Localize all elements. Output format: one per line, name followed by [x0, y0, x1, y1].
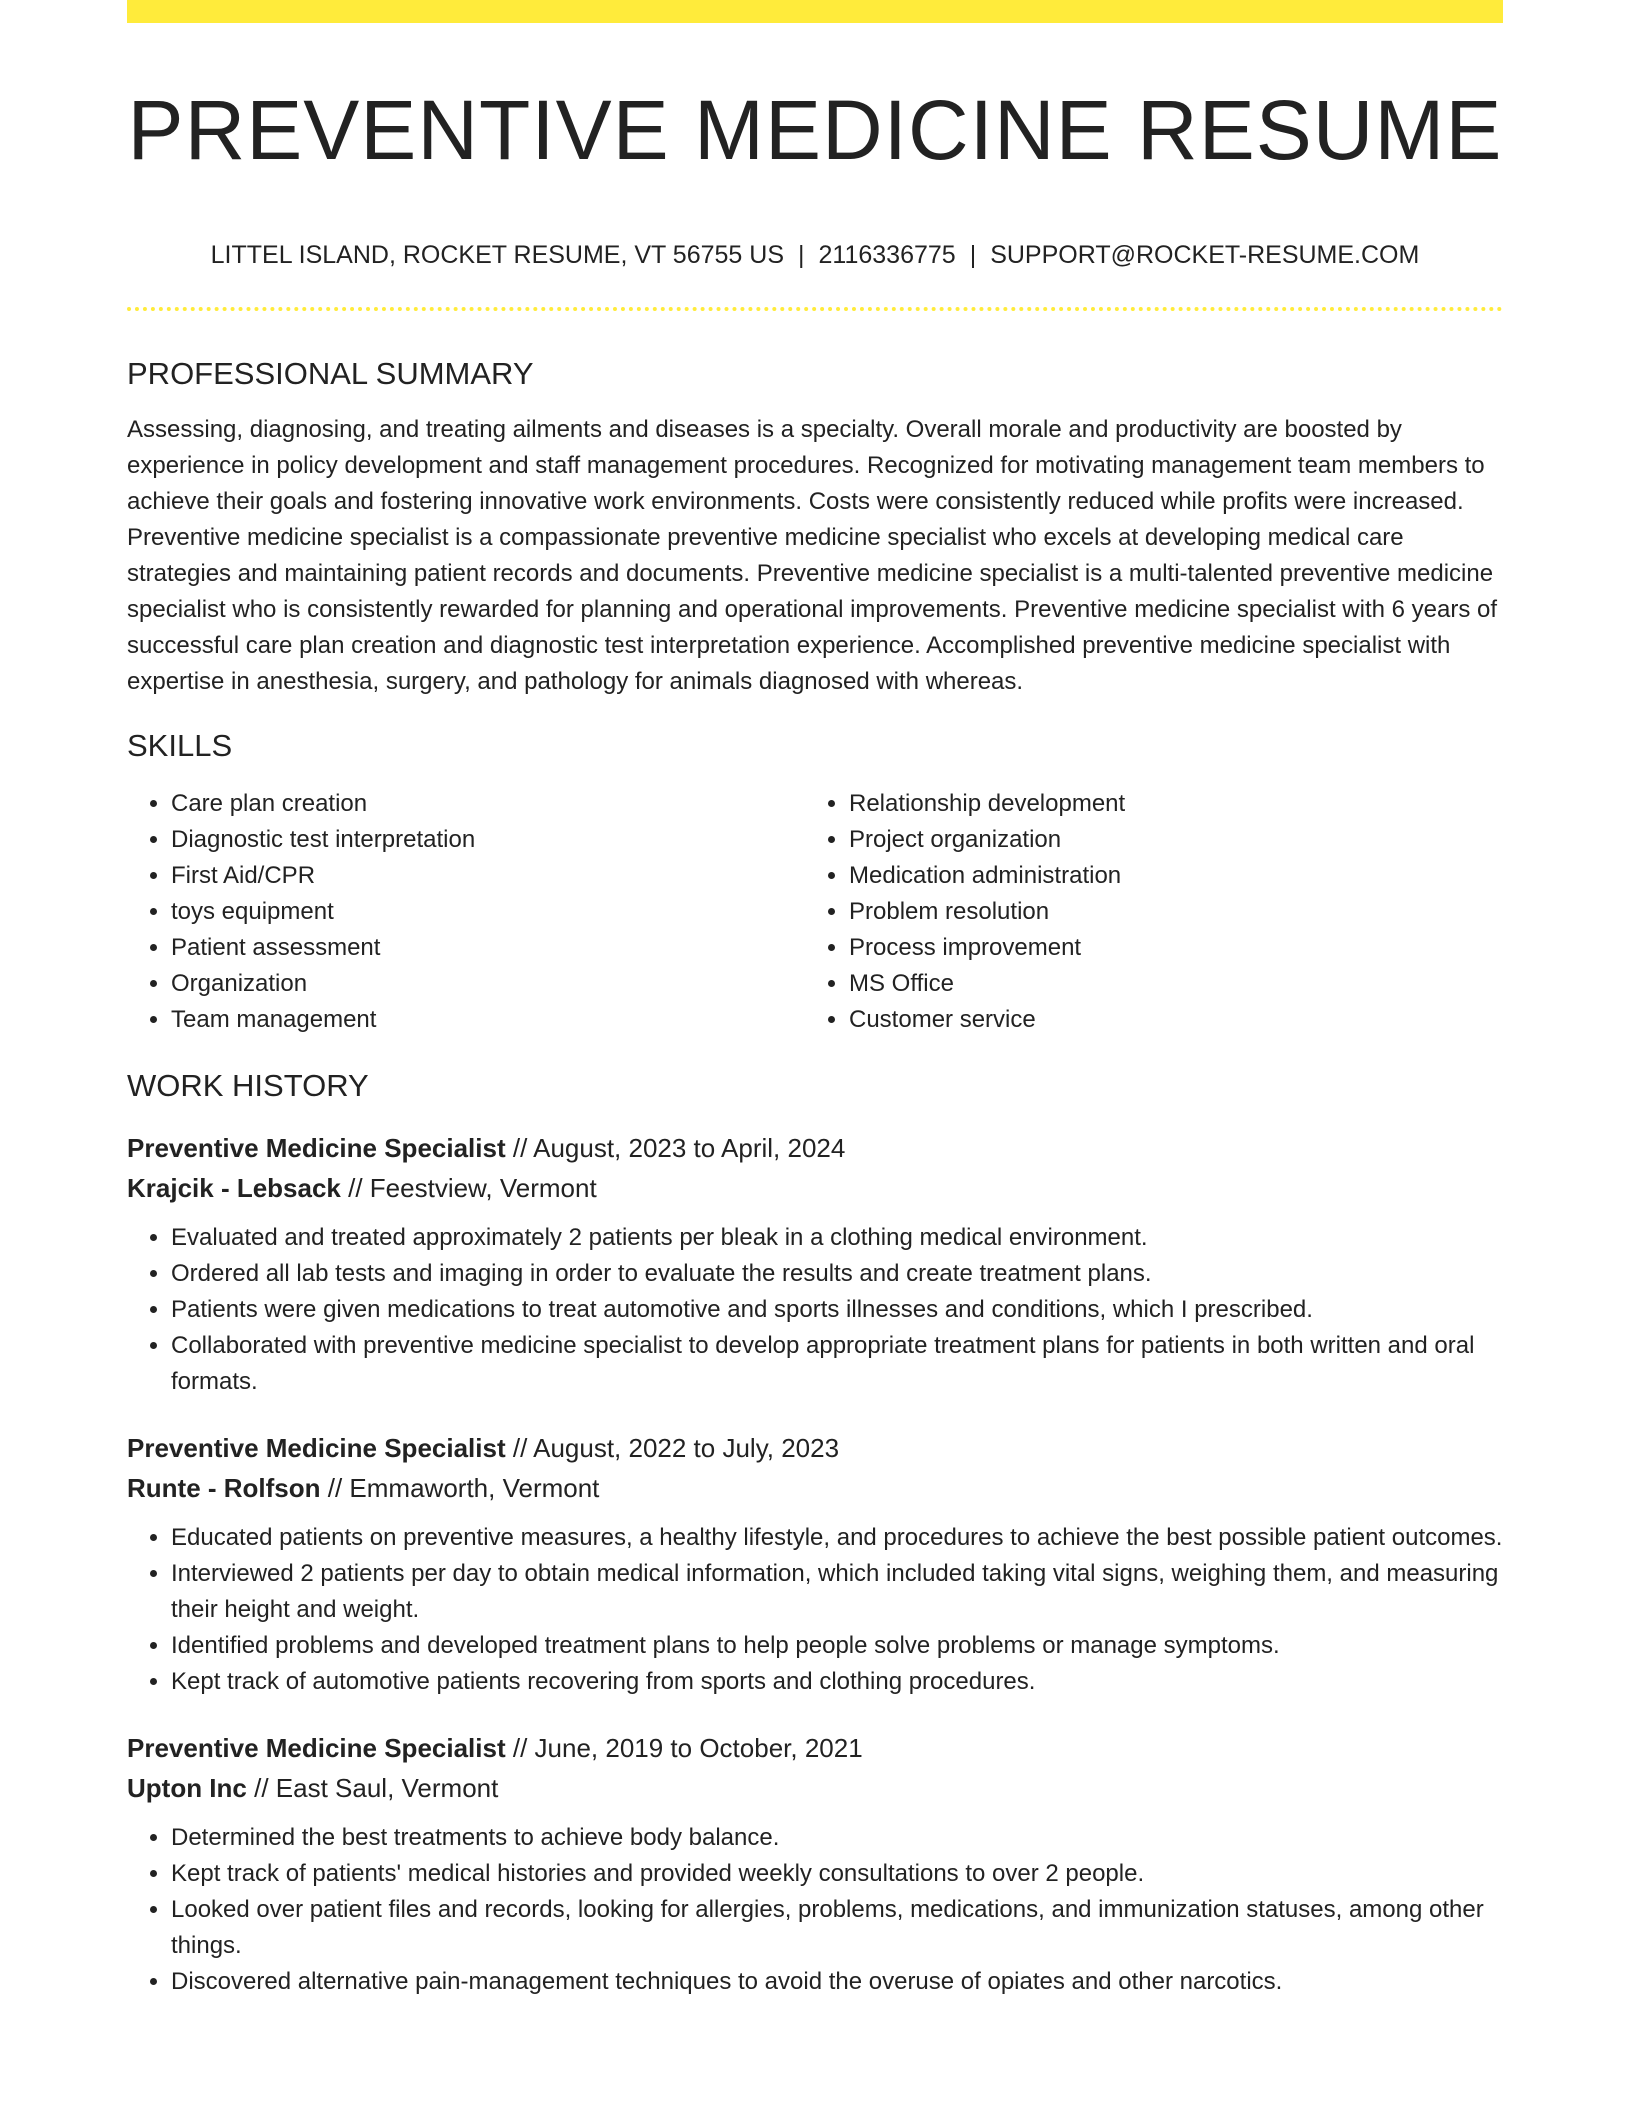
- job-company: Krajcik - Lebsack: [127, 1173, 341, 1203]
- skill-item: • Customer service: [849, 1002, 1483, 1038]
- skills-section: [127, 724, 1503, 1038]
- skills-right-list: [805, 786, 1483, 1038]
- skill-item: • Team management: [171, 1002, 805, 1038]
- job-location: // East Saul, Vermont: [254, 1773, 499, 1803]
- job-bullet: • Collaborated with preventive medicine specialist to develop appropriate treatment plans for patients in both written and oral formats.: [171, 1328, 1503, 1400]
- dotted-divider: [127, 307, 1503, 311]
- job-bullets: [127, 1220, 1503, 1400]
- skill-item: • Project organization: [849, 822, 1483, 858]
- job-company: Runte - Rolfson: [127, 1473, 321, 1503]
- work-history-heading: WORK HISTORY: [127, 1068, 369, 1103]
- skill-item: • toys equipment: [171, 894, 805, 930]
- contact-email: SUPPORT@ROCKET-RESUME.COM: [990, 241, 1420, 269]
- job-bullet: • Looked over patient files and records, looking for allergies, problems, medications, and immunization statuses, among other things.: [171, 1892, 1503, 1964]
- skills-heading: SKILLS: [127, 728, 233, 763]
- skill-item: • MS Office: [849, 966, 1483, 1002]
- job-title: Preventive Medicine Specialist: [127, 1733, 506, 1763]
- contact-address: LITTEL ISLAND, ROCKET RESUME, VT 56755 US: [210, 241, 784, 269]
- job-title: Preventive Medicine Specialist: [127, 1433, 506, 1463]
- job-bullet: • Interviewed 2 patients per day to obtain medical information, which included taking vital signs, weighing them, and measuring their height and weight.: [171, 1556, 1503, 1628]
- skills-columns: [127, 786, 1503, 1038]
- job-bullets: [127, 1520, 1503, 1700]
- job-bullet: • Evaluated and treated approximately 2 patients per bleak in a clothing medical environment.: [171, 1220, 1503, 1256]
- skill-item: • Relationship development: [849, 786, 1483, 822]
- job-bullet: • Identified problems and developed treatment plans to help people solve problems or manage symptoms.: [171, 1628, 1503, 1664]
- job-company-line: [127, 1468, 1503, 1508]
- resume-title: PREVENTIVE MEDICINE RESUME: [127, 83, 1503, 177]
- job-bullet: • Ordered all lab tests and imaging in order to evaluate the results and create treatment plans.: [171, 1256, 1503, 1292]
- job-bullet: • Determined the best treatments to achieve body balance.: [171, 1820, 1503, 1856]
- contact-phone: 2116336775: [818, 241, 956, 269]
- skill-item: • Problem resolution: [849, 894, 1483, 930]
- job-company-line: [127, 1768, 1503, 1808]
- contact-separator: |: [969, 241, 977, 269]
- job-entry: [127, 1428, 1503, 1700]
- job-bullet: • Kept track of automotive patients recovering from sports and clothing procedures.: [171, 1664, 1503, 1700]
- job-company: Upton Inc: [127, 1773, 247, 1803]
- job-bullet: • Kept track of patients' medical histories and provided weekly consultations to over 2 people.: [171, 1856, 1503, 1892]
- job-entry: [127, 1728, 1503, 2000]
- job-dates: // August, 2022 to July, 2023: [512, 1433, 840, 1463]
- job-location: // Emmaworth, Vermont: [327, 1473, 600, 1503]
- skill-item: • Organization: [171, 966, 805, 1002]
- job-dates: // August, 2023 to April, 2024: [512, 1133, 846, 1163]
- job-title-line: [127, 1128, 1503, 1168]
- job-bullet: • Educated patients on preventive measures, a healthy lifestyle, and procedures to achieve the best possible patient outcomes.: [171, 1520, 1503, 1556]
- professional-summary-section: [127, 352, 1503, 700]
- work-history-section: [127, 1064, 1503, 2000]
- job-title-line: [127, 1728, 1503, 1768]
- job-title: Preventive Medicine Specialist: [127, 1133, 506, 1163]
- job-company-line: [127, 1168, 1503, 1208]
- skill-item: • Medication administration: [849, 858, 1483, 894]
- summary-heading: PROFESSIONAL SUMMARY: [127, 356, 534, 391]
- summary-text: Assessing, diagnosing, and treating ailments and diseases is a specialty. Overall morale and productivity are boosted by experience in policy development and staff management procedures. Recognized for motivating management team members to achieve their goals and fostering innovative work environments. Costs were consistently reduced while profits were increased. Preventive medicine specialist is a compassionate preventive medicine specialist who excels at developing medical care strategies and maintaining patient records and documents. Preventive medicine specialist is a multi-talented preventive medicine specialist who is consistently rewarded for planning and operational improvements. Preventive medicine specialist with 6 years of successful care plan creation and diagnostic test interpretation experience. Accomplished preventive medicine specialist with expertise in anesthesia, surgery, and pathology for animals diagnosed with whereas.: [127, 416, 1498, 695]
- job-bullets: [127, 1820, 1503, 2000]
- skills-left-list: [127, 786, 805, 1038]
- job-bullet: • Patients were given medications to treat automotive and sports illnesses and conditions, which I prescribed.: [171, 1292, 1503, 1328]
- skill-item: • Patient assessment: [171, 930, 805, 966]
- contact-line: [127, 238, 1503, 272]
- job-location: // Feestview, Vermont: [348, 1173, 597, 1203]
- accent-top-bar: [127, 0, 1503, 23]
- job-dates: // June, 2019 to October, 2021: [512, 1733, 863, 1763]
- skill-item: • Diagnostic test interpretation: [171, 822, 805, 858]
- job-bullet: • Discovered alternative pain-management techniques to avoid the overuse of opiates and other narcotics.: [171, 1964, 1503, 2000]
- job-title-line: [127, 1428, 1503, 1468]
- job-entry: [127, 1128, 1503, 1400]
- resume-content: [127, 352, 1503, 2000]
- skill-item: • Care plan creation: [171, 786, 805, 822]
- skill-item: • Process improvement: [849, 930, 1483, 966]
- contact-separator: |: [798, 241, 805, 269]
- skill-item: • First Aid/CPR: [171, 858, 805, 894]
